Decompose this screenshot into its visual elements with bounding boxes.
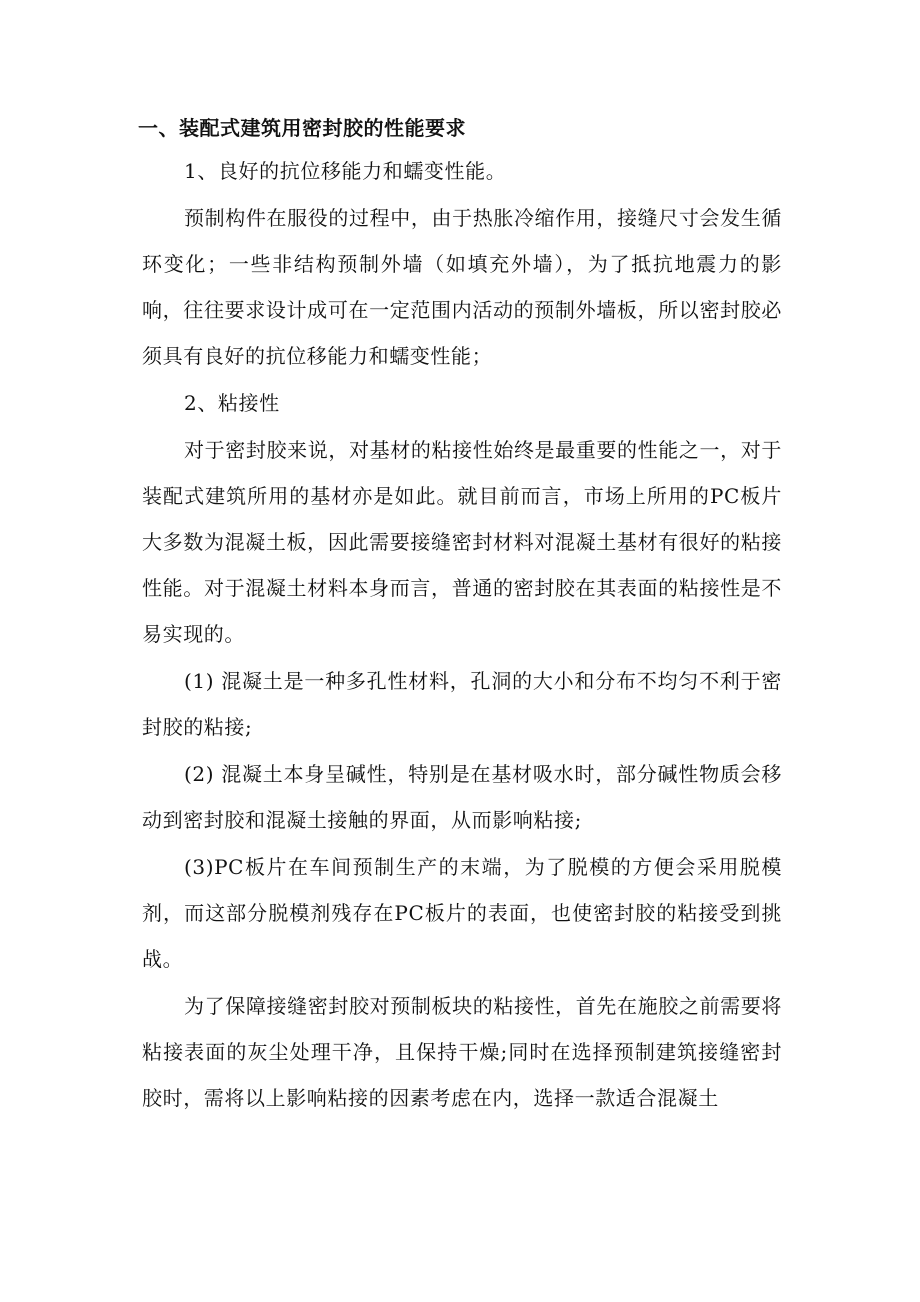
paragraph-displacement: 预制构件在服役的过程中，由于热胀冷缩作用，接缝尺寸会发生循环变化；一些非结构预制外墙（如填充外墙），为了抵抗地震力的影响，往往要求设计成可在一定范围内活动的预制外墙板，所以密封胶必须具有良好的抗位移能力和蠕变性能； [142, 206, 782, 368]
list-item-release-agent: (3)PC板片在车间预制生产的末端，为了脱模的方便会采用脱模剂，而这部分脱模剂残存在PC板片的表面，也使密封胶的粘接受到挑战。 [142, 855, 782, 971]
list-item-alkaline: (2) 混凝土本身呈碱性，特别是在基材吸水时，部分碱性物质会移动到密封胶和混凝土接触的界面，从而影响粘接; [142, 762, 782, 832]
paragraph-adhesion: 对于密封胶来说，对基材的粘接性始终是最重要的性能之一，对于装配式建筑所用的基材亦是如此。就目前而言，市场上所用的PC板片大多数为混凝土板，因此需要接缝密封材料对混凝土基材有很好的粘接性能。对于混凝土材料本身而言，普通的密封胶在其表面的粘接性是不易实现的。 [142, 438, 782, 646]
paragraph-guarantee: 为了保障接缝密封胶对预制板块的粘接性，首先在施胶之前需要将粘接表面的灰尘处理干净，且保持干燥;同时在选择预制建筑接缝密封胶时，需将以上影响粘接的因素考虑在内，选择一款适合混凝土 [142, 994, 782, 1110]
list-item-porous: (1) 混凝土是一种多孔性材料，孔洞的大小和分布不均匀不利于密封胶的粘接; [142, 669, 782, 739]
section-heading: 一、装配式建筑用密封胶的性能要求 [138, 116, 466, 140]
document-body [138, 108, 782, 1122]
subheading-displacement: 1、良好的抗位移能力和蠕变性能。 [184, 159, 507, 183]
subheading-adhesion: 2、粘接性 [184, 391, 280, 415]
